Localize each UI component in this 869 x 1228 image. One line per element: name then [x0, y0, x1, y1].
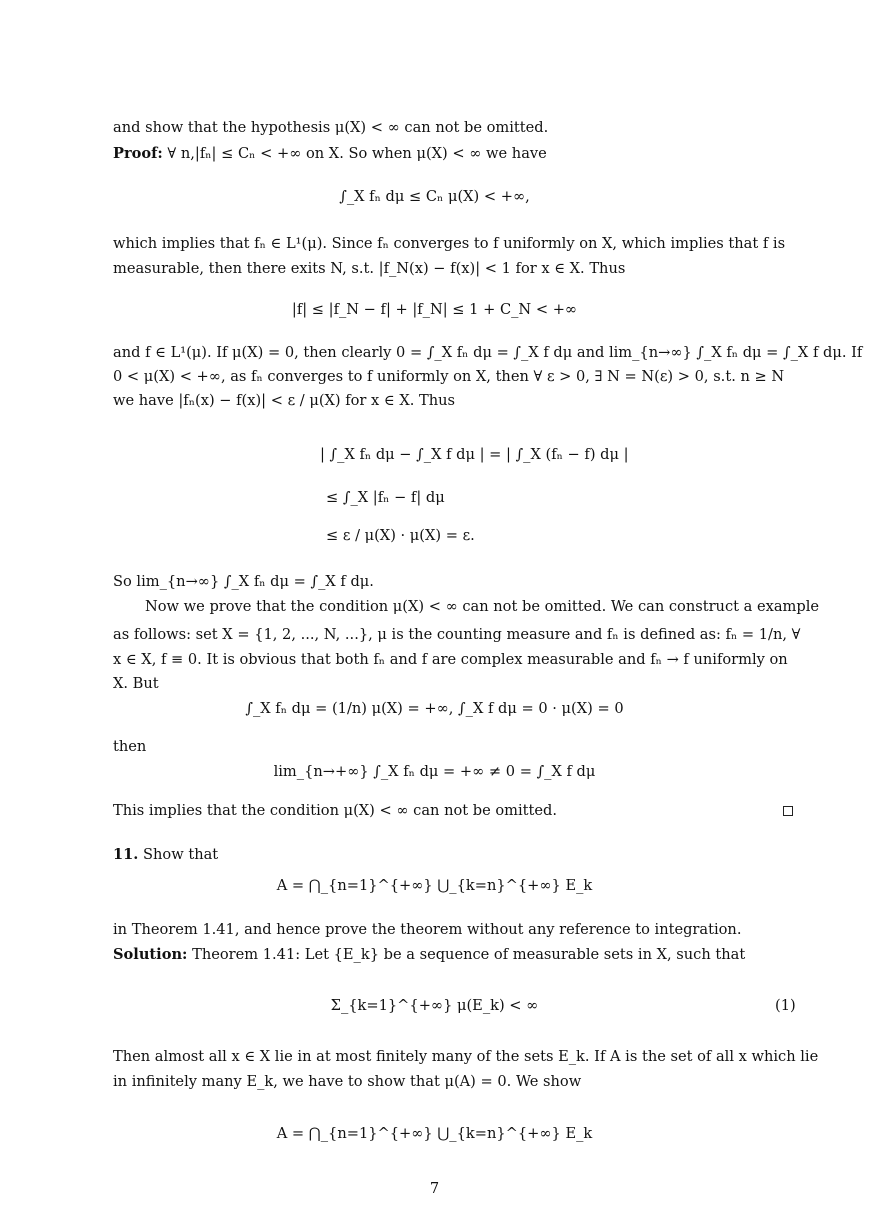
text-line: [113, 946, 745, 963]
page-number: 7: [429, 1180, 440, 1197]
text-line: which implies that fₙ ∈ L¹(μ). Since fₙ converges to f uniformly on X, which implies that f is: [113, 235, 786, 252]
text-line: Then almost all x ∈ X lie in at most finitely many of the sets E_k. If A is the set of all x which lie: [113, 1048, 819, 1065]
display-equation: ≤ ∫_X |fₙ − f| dμ: [326, 489, 445, 506]
display-equation: Σ_{k=1}^{+∞} μ(E_k) < ∞: [330, 997, 539, 1014]
proof-label: Proof:: [113, 145, 163, 162]
text-line: measurable, then there exits N, s.t. |f_N(x) − f(x)| < 1 for x ∈ X. Thus: [113, 260, 626, 277]
text-line: So lim_{n→∞} ∫_X fₙ dμ = ∫_X f dμ.: [113, 573, 374, 590]
text-line: and f ∈ L¹(μ). If μ(X) = 0, then clearly 0 = ∫_X fₙ dμ = ∫_X f dμ and lim_{n→∞} ∫_X fₙ dμ = ∫_X f dμ. If: [113, 344, 863, 361]
display-equation: |f| ≤ |f_N − f| + |f_N| ≤ 1 + C_N < +∞: [291, 301, 578, 318]
text-line: [113, 145, 547, 162]
text-line: 0 < μ(X) < +∞, as fₙ converges to f uniformly on X, then ∀ ε > 0, ∃ N = N(ε) > 0, s.t. n ≥ N: [113, 368, 785, 385]
display-equation: | ∫_X fₙ dμ − ∫_X f dμ | = | ∫_X (fₙ − f) dμ |: [320, 446, 629, 463]
solution-text: Theorem 1.41: Let {E_k} be a sequence of measurable sets in X, such that: [187, 946, 746, 963]
display-equation: A = ⋂_{n=1}^{+∞} ⋃_{k=n}^{+∞} E_k: [276, 1125, 593, 1142]
text-line: then: [113, 738, 147, 755]
text-line: and show that the hypothesis μ(X) < ∞ can not be omitted.: [113, 119, 549, 136]
text-line: as follows: set X = {1, 2, ..., N, ...}, μ is the counting measure and fₙ is defined as: fₙ = 1/n, ∀: [113, 626, 801, 643]
display-equation: ∫_X fₙ dμ ≤ Cₙ μ(X) < +∞,: [339, 188, 530, 205]
display-equation: ≤ ε / μ(X) · μ(X) = ε.: [326, 527, 475, 544]
display-equation: lim_{n→+∞} ∫_X fₙ dμ = +∞ ≠ 0 = ∫_X f dμ: [273, 763, 596, 780]
display-equation: ∫_X fₙ dμ = (1/n) μ(X) = +∞, ∫_X f dμ = 0 · μ(X) = 0: [245, 700, 624, 717]
text-line: This implies that the condition μ(X) < ∞ can not be omitted.: [113, 802, 558, 819]
proof-text: ∀ n,|fₙ| ≤ Cₙ < +∞ on X. So when μ(X) < ∞ we have: [162, 145, 547, 162]
text-line: X. But: [113, 675, 159, 692]
qed-symbol: [783, 806, 793, 816]
exercise-text: Show that: [138, 846, 219, 863]
text-line: we have |fₙ(x) − f(x)| < ε / μ(X) for x ∈ X. Thus: [113, 392, 456, 409]
display-equation: A = ⋂_{n=1}^{+∞} ⋃_{k=n}^{+∞} E_k: [276, 877, 593, 894]
text-line: in Theorem 1.41, and hence prove the theorem without any reference to integration.: [113, 921, 742, 938]
solution-label: Solution:: [113, 946, 188, 963]
text-line: [113, 846, 218, 863]
text-line: in infinitely many E_k, we have to show that μ(A) = 0. We show: [113, 1073, 582, 1090]
exercise-number: 11.: [113, 846, 139, 863]
text-line: Now we prove that the condition μ(X) < ∞ can not be omitted. We can construct a example: [145, 598, 820, 615]
text-line: x ∈ X, f ≡ 0. It is obvious that both fₙ and f are complex measurable and fₙ → f uniformly on: [113, 651, 788, 668]
equation-number: (1): [775, 997, 796, 1014]
